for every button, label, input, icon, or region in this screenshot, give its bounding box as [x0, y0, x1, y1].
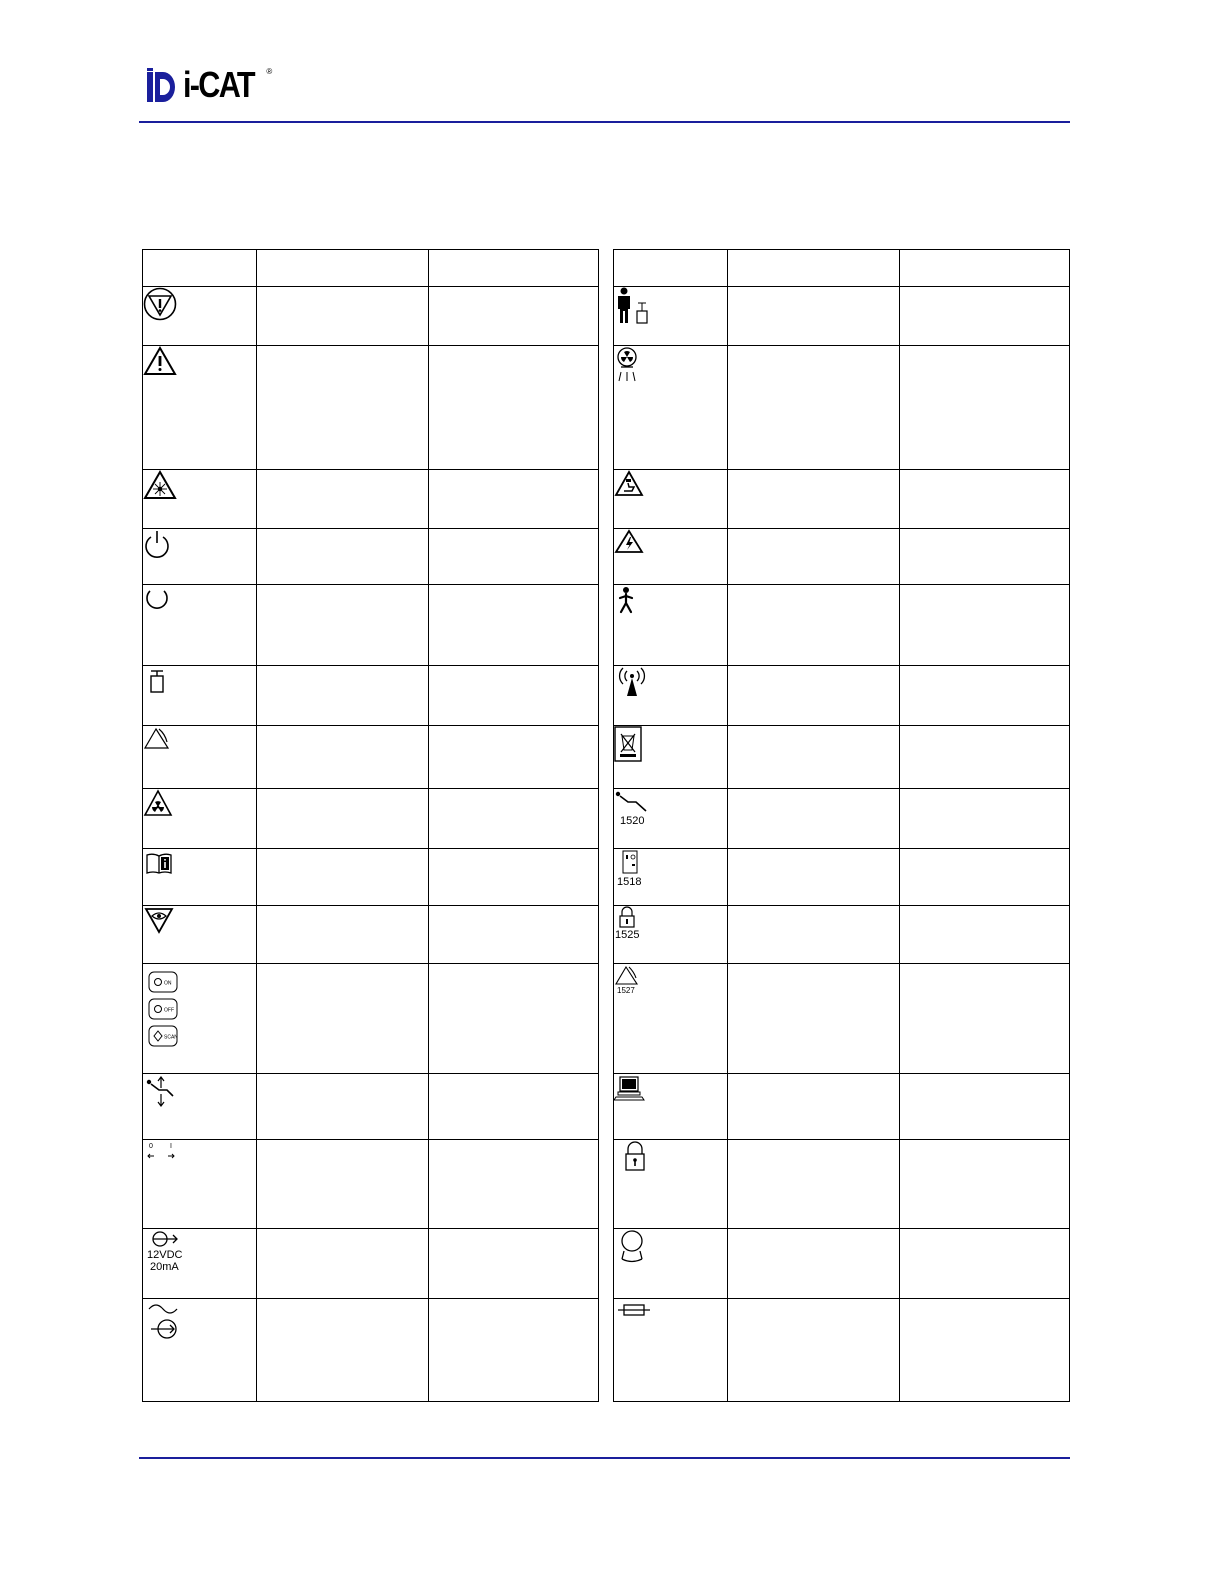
symbol-cell	[614, 789, 728, 849]
symbol-cell	[143, 849, 257, 906]
type-b-applied-part-icon	[614, 585, 638, 615]
power-standby-icon	[143, 585, 171, 613]
table-row	[143, 470, 599, 529]
control-panel-1518-label: 1518	[617, 876, 642, 888]
symbol-cell	[614, 1074, 728, 1140]
chair-1520-icon	[614, 789, 650, 827]
table-row	[143, 1074, 599, 1140]
switch-off-label: OFF	[164, 1007, 174, 1014]
symbol-cell	[143, 666, 257, 726]
switch-on-label: ON	[164, 980, 172, 987]
table-row	[614, 470, 1070, 529]
prohibition-triangle-icon	[143, 287, 177, 321]
symbol-cell	[614, 529, 728, 585]
footer-rule	[139, 1457, 1070, 1459]
caution-triangle-icon	[143, 726, 173, 752]
caution-1527-icon	[614, 964, 646, 994]
laser-warning-icon	[143, 470, 177, 500]
caution-1527-label: 1527	[617, 986, 635, 995]
computer-workstation-icon	[614, 1074, 646, 1104]
symbol-cell	[614, 726, 728, 789]
table-row	[614, 1074, 1070, 1140]
table-row	[143, 585, 599, 666]
table-header-row	[614, 250, 1070, 287]
lock-1525-icon	[614, 906, 650, 942]
symbol-cell	[614, 470, 728, 529]
control-panel-1518-icon	[614, 849, 650, 889]
table-row	[614, 1140, 1070, 1229]
table-row	[143, 906, 599, 964]
company-logo	[147, 64, 280, 105]
symbol-cell	[614, 1229, 728, 1299]
symbol-cell	[143, 1140, 257, 1229]
fuse-icon	[614, 1299, 654, 1319]
patient-weight-limit-icon	[614, 287, 654, 325]
high-voltage-icon	[614, 529, 644, 555]
table-row	[143, 287, 599, 346]
toggle-zero-label: 0	[149, 1143, 153, 1150]
table-row	[614, 964, 1070, 1074]
symbol-cell	[143, 726, 257, 789]
weee-disposal-icon	[614, 726, 642, 762]
power-rating-line2: 20mA	[150, 1261, 179, 1273]
table-row	[614, 529, 1070, 585]
switch-scan-label: SCAN	[164, 1034, 178, 1041]
symbol-cell	[143, 1229, 257, 1299]
symbol-cell	[614, 585, 728, 666]
symbol-cell	[614, 287, 728, 346]
symbol-cell	[614, 666, 728, 726]
symbol-cell	[614, 906, 728, 964]
symbol-cell	[614, 849, 728, 906]
table-row	[614, 287, 1070, 346]
header-cell-symbol	[143, 250, 257, 287]
symbol-cell	[143, 789, 257, 849]
symbol-cell	[143, 287, 257, 346]
symbol-cell	[143, 1299, 257, 1402]
dc-input-icon	[143, 1229, 183, 1249]
warning-exclamation-icon	[143, 346, 177, 376]
table-row	[614, 585, 1070, 666]
toggle-one-label: I	[170, 1143, 172, 1150]
symbol-cell	[614, 1140, 728, 1229]
lock-1525-label: 1525	[615, 929, 640, 941]
chair-adjust-icon	[143, 1074, 177, 1110]
isi-logo-mark-icon	[147, 68, 175, 102]
table-row	[614, 1229, 1070, 1299]
table-row	[143, 529, 599, 585]
power-rating-line1: 12VDC	[147, 1249, 183, 1261]
symbols-table-left	[142, 249, 599, 1402]
table-row	[614, 666, 1070, 726]
chair-1520-label: 1520	[620, 815, 645, 827]
radiation-warning-icon	[143, 789, 173, 817]
table-row	[614, 849, 1070, 906]
symbols-table-right	[613, 249, 1070, 1402]
table-row	[614, 1299, 1070, 1402]
header-cell-b	[428, 250, 598, 287]
header-cell-a	[257, 250, 428, 287]
power-on-icon	[143, 529, 171, 559]
read-manual-icon	[143, 849, 175, 877]
laser-eye-icon	[143, 906, 175, 934]
table-row	[143, 1299, 599, 1402]
symbol-cell	[143, 346, 257, 470]
crush-hazard-icon	[614, 470, 644, 498]
symbol-cell	[143, 906, 257, 964]
symbol-cell	[614, 346, 728, 470]
ac-input-icon	[143, 1299, 183, 1341]
table-row	[143, 726, 599, 789]
x-ray-tube-icon	[614, 1229, 648, 1267]
table-row	[143, 666, 599, 726]
table-row	[143, 849, 599, 906]
weight-icon	[143, 666, 171, 696]
header-cell-b	[899, 250, 1069, 287]
header-rule	[139, 121, 1070, 123]
table-row	[614, 726, 1070, 789]
table-row	[614, 789, 1070, 849]
symbol-cell	[143, 1074, 257, 1140]
symbol-cell	[614, 1299, 728, 1402]
table-row	[614, 906, 1070, 964]
table-row	[143, 964, 599, 1074]
table-header-row	[143, 250, 599, 287]
on-off-scan-buttons-icon	[143, 964, 183, 1042]
symbol-cell	[143, 470, 257, 529]
padlock-icon	[614, 1140, 650, 1174]
header-cell-a	[728, 250, 899, 287]
table-row	[614, 346, 1070, 470]
header-cell-symbol	[614, 250, 728, 287]
table-row	[143, 1229, 599, 1299]
x-ray-source-icon	[614, 346, 644, 386]
table-row	[143, 1140, 599, 1229]
non-ionizing-radiation-icon	[614, 666, 650, 698]
toggle-switch-icon	[143, 1140, 177, 1162]
symbol-cell	[143, 585, 257, 666]
symbol-cell	[143, 529, 257, 585]
symbol-cell	[614, 964, 728, 1074]
registered-mark: ®	[266, 67, 273, 76]
logo-wordmark: i-CAT	[183, 64, 254, 105]
symbol-cell	[143, 964, 257, 1074]
table-row	[143, 789, 599, 849]
table-row	[143, 346, 599, 470]
